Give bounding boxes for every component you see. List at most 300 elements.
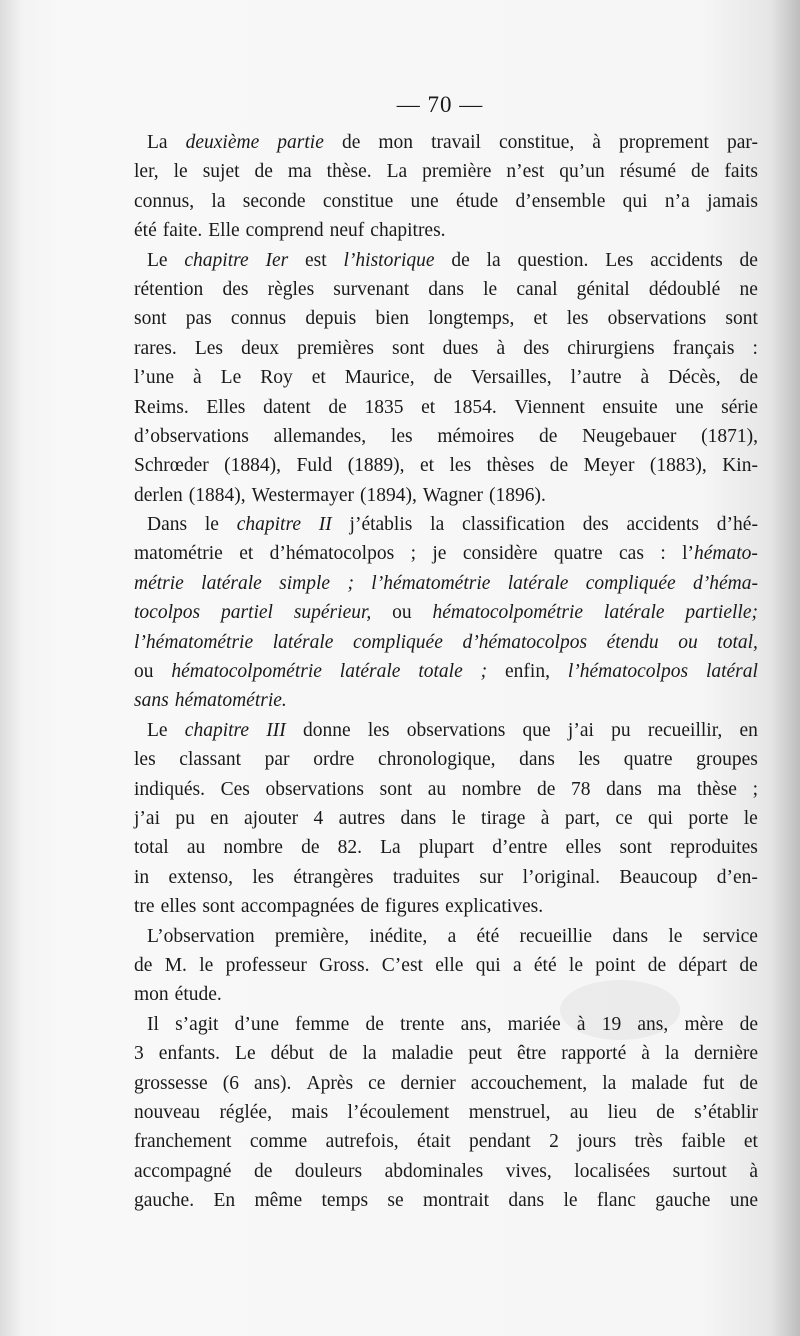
word: [231, 304, 286, 333]
word: [288, 157, 312, 186]
word-fragment: rapporté: [561, 1043, 627, 1065]
word-fragment: en: [210, 807, 229, 829]
word-fragment: pu: [611, 719, 631, 741]
word-fragment: traduites: [392, 866, 461, 888]
word-fragment: M.: [164, 954, 187, 976]
text-line: [134, 1186, 758, 1215]
text-line: [134, 275, 758, 304]
word: [301, 833, 319, 862]
word: [749, 1157, 758, 1186]
word: [134, 451, 209, 480]
word-fragment: ce: [368, 1072, 386, 1094]
word: [134, 216, 157, 245]
word: [161, 892, 197, 921]
word-fragment: l’historique: [343, 249, 435, 271]
word-fragment: tocolpos: [134, 602, 201, 624]
word-fragment: métrie: [134, 572, 184, 594]
word: [378, 745, 496, 774]
word: [477, 922, 500, 951]
word: [481, 657, 488, 686]
word-fragment: (1894),: [359, 484, 417, 506]
word-fragment: Les: [194, 337, 223, 359]
word-fragment: recueillie: [519, 925, 593, 947]
text-line: [134, 922, 758, 951]
word: [134, 539, 223, 568]
word-fragment: était: [417, 1131, 451, 1153]
word-fragment: Les: [605, 249, 634, 271]
word-fragment: en: [739, 719, 758, 741]
word: [703, 1069, 725, 1098]
word-fragment: étendu: [606, 631, 659, 653]
word-fragment: Meyer: [583, 455, 635, 477]
word-fragment: rétention: [134, 278, 204, 300]
word-fragment: 3: [134, 1043, 144, 1065]
word: [612, 922, 648, 951]
word-fragment: de: [536, 778, 556, 800]
word-fragment: connus: [230, 308, 287, 330]
word-fragment: sont: [392, 337, 425, 359]
word-fragment: trente: [400, 1013, 445, 1035]
word-fragment: de: [656, 1101, 675, 1123]
word-fragment: franchement: [134, 1131, 232, 1153]
word-fragment: le: [173, 161, 188, 183]
word: [342, 128, 360, 157]
text-line: [134, 187, 758, 216]
word: [678, 628, 698, 657]
word: [450, 451, 472, 480]
word: [516, 275, 557, 304]
word: [347, 569, 354, 598]
word-fragment: la: [362, 1043, 377, 1065]
word: [385, 1157, 484, 1186]
page-number: — 70 —: [396, 92, 484, 117]
word-fragment: la: [486, 249, 501, 271]
word-fragment: été: [476, 925, 500, 947]
word-fragment: le: [568, 954, 583, 976]
word: [338, 833, 362, 862]
word: [184, 246, 248, 275]
word-fragment: mais: [291, 1101, 329, 1123]
word: [523, 716, 551, 745]
word: [391, 422, 413, 451]
word-fragment: partielle;: [685, 602, 758, 624]
text-line: [134, 1069, 758, 1098]
word-fragment: les: [390, 425, 413, 447]
word: [517, 246, 588, 275]
word-fragment: la: [665, 1043, 680, 1065]
word-fragment: de: [538, 425, 558, 447]
word: [203, 157, 240, 186]
word-fragment: une: [675, 396, 704, 418]
word: [707, 187, 758, 216]
word-fragment: de: [739, 1072, 758, 1094]
word-fragment: longtemps,: [428, 308, 515, 330]
word-fragment: maladie: [391, 1043, 454, 1065]
word: [221, 363, 242, 392]
word: [665, 1039, 679, 1068]
word-fragment: Kin-: [722, 455, 758, 477]
word: [179, 745, 241, 774]
word-fragment: à: [540, 807, 550, 829]
word: [541, 804, 550, 833]
word-fragment: de: [254, 161, 273, 183]
word: [206, 393, 245, 422]
word-fragment: série: [721, 396, 758, 418]
word-fragment: dans: [508, 1190, 545, 1212]
word: [134, 892, 155, 921]
word-fragment: comprend: [245, 220, 324, 242]
word-fragment: thèses: [486, 455, 535, 477]
word-fragment: 1854.: [452, 396, 497, 418]
word: [364, 393, 403, 422]
word: [134, 422, 249, 451]
word-fragment: Elle: [208, 220, 240, 242]
word: [433, 598, 584, 627]
word: [577, 275, 630, 304]
word-fragment: qui: [475, 954, 501, 976]
word-fragment: indiqués.: [134, 778, 205, 800]
word-fragment: professeur: [225, 954, 307, 976]
word-fragment: mère: [684, 1013, 724, 1035]
word: [387, 157, 408, 186]
word-fragment: sur: [479, 866, 504, 888]
word: [175, 804, 195, 833]
word: [648, 951, 666, 980]
word: [237, 510, 301, 539]
word: [694, 1098, 758, 1127]
word: [221, 775, 250, 804]
text-line: [134, 775, 758, 804]
word-fragment: qui: [622, 190, 648, 212]
word: [462, 628, 587, 657]
word: [350, 510, 413, 539]
word: [147, 510, 187, 539]
word-fragment: ajouter: [243, 807, 299, 829]
word: [539, 422, 557, 451]
word: [637, 1010, 668, 1039]
word-fragment: Roy: [260, 367, 293, 389]
word-fragment: Fuld: [296, 455, 333, 477]
word: [740, 1010, 758, 1039]
word-fragment: (1884),: [224, 455, 282, 477]
word: [739, 275, 757, 304]
word-fragment: pendant: [468, 1131, 531, 1153]
word: [635, 1127, 663, 1156]
word-fragment: dans: [428, 278, 464, 300]
word-fragment: classant: [179, 749, 242, 771]
word: [665, 187, 690, 216]
word-fragment: de: [253, 1160, 273, 1182]
word-fragment: Neugebauer: [582, 425, 677, 447]
word: [537, 775, 555, 804]
word: [740, 246, 758, 275]
word-fragment: latérale: [507, 572, 569, 594]
word: [619, 833, 652, 862]
word-fragment: par: [264, 749, 290, 771]
word: [223, 833, 283, 862]
word: [701, 422, 758, 451]
word: [730, 1186, 758, 1215]
word-fragment: dédoublé: [648, 278, 721, 300]
word: [753, 334, 758, 363]
word-fragment: de: [647, 954, 667, 976]
word: [668, 922, 682, 951]
text-line: [134, 804, 758, 833]
word: [260, 363, 293, 392]
word-fragment: l’une: [134, 367, 175, 389]
word-fragment: quatre: [553, 543, 603, 565]
word-fragment: (1896).: [489, 484, 546, 506]
word-fragment: dues: [442, 337, 479, 359]
word-fragment: Elles: [206, 396, 246, 418]
word: [724, 157, 758, 186]
text-line: [134, 393, 758, 422]
word-fragment: (6: [222, 1072, 239, 1094]
body-text: [134, 128, 758, 1215]
word: [506, 157, 544, 186]
word-fragment: 82.: [337, 837, 362, 859]
word: [365, 1010, 383, 1039]
word: [368, 1069, 385, 1098]
word-fragment: chapitre: [184, 719, 250, 741]
word: [592, 128, 601, 157]
word-fragment: ler,: [134, 161, 159, 183]
word-fragment: le: [483, 278, 498, 300]
word-fragment: accidents: [626, 514, 700, 536]
word: [471, 1069, 587, 1098]
word: [492, 833, 547, 862]
word-fragment: et: [239, 543, 254, 565]
word-fragment: une: [729, 1190, 758, 1212]
word: [340, 657, 401, 686]
word: [697, 775, 737, 804]
word-fragment: compliquée: [585, 572, 676, 594]
word: [186, 304, 212, 333]
word-fragment: accompagnées: [240, 896, 355, 918]
word-fragment: gauche.: [134, 1190, 195, 1212]
word: [516, 187, 606, 216]
word: [623, 187, 648, 216]
word-fragment: peut: [468, 1043, 502, 1065]
word: [252, 863, 274, 892]
word-fragment: ans,: [637, 1013, 669, 1035]
word-fragment: l’hématométrie: [371, 572, 491, 594]
word-fragment: s’établir: [694, 1101, 758, 1123]
word: [361, 892, 379, 921]
word-fragment: j’établis: [349, 514, 413, 536]
word-fragment: s’agit: [175, 1013, 219, 1035]
word: [631, 1069, 687, 1098]
word: [476, 951, 501, 980]
word-fragment: latéral: [705, 661, 758, 683]
word-fragment: ;: [347, 572, 354, 594]
word-fragment: sont: [202, 896, 235, 918]
word-fragment: ne: [739, 278, 758, 300]
word-fragment: jamais: [707, 190, 758, 212]
word: [333, 275, 409, 304]
word: [451, 246, 469, 275]
word-fragment: qu’un: [559, 161, 605, 183]
word: [508, 569, 569, 598]
word-fragment: réglée,: [219, 1101, 272, 1123]
word: [375, 304, 409, 333]
word-fragment: dans: [606, 778, 642, 800]
word-fragment: de: [360, 896, 379, 918]
word: [266, 716, 285, 745]
word-fragment: Le: [235, 1043, 256, 1065]
word: [469, 1127, 531, 1156]
word: [244, 804, 298, 833]
word: [462, 510, 565, 539]
word-fragment: sont: [619, 837, 652, 859]
word: [696, 745, 758, 774]
word: [550, 451, 568, 480]
word-fragment: j’ai: [134, 807, 160, 829]
text-line: [134, 363, 758, 392]
word: [583, 510, 609, 539]
word: [717, 510, 758, 539]
word-fragment: (1883),: [649, 455, 707, 477]
word: [163, 216, 203, 245]
word-fragment: ou: [134, 661, 154, 683]
word-fragment: d’hématocolpos: [462, 631, 588, 653]
word: [211, 187, 225, 216]
word: [620, 157, 676, 186]
word: [411, 187, 439, 216]
word: [254, 1069, 291, 1098]
word: [688, 804, 728, 833]
word: [567, 334, 654, 363]
word-fragment: et: [420, 455, 435, 477]
word-fragment: point: [595, 954, 636, 976]
word-fragment: latérale: [339, 661, 401, 683]
text-line: [134, 628, 758, 657]
word-fragment: femme: [295, 1013, 350, 1035]
word-fragment: 2: [549, 1131, 559, 1153]
word: [554, 539, 603, 568]
word: [722, 451, 758, 480]
word-fragment: première: [422, 161, 492, 183]
text-line: [134, 863, 758, 892]
word-fragment: le: [451, 807, 466, 829]
word: [265, 745, 290, 774]
word: [187, 833, 205, 862]
word-fragment: de: [549, 455, 569, 477]
word: [175, 1010, 218, 1039]
word-fragment: inédite,: [369, 925, 428, 947]
word-fragment: vives,: [505, 1160, 552, 1182]
word-fragment: été: [533, 954, 557, 976]
word: [235, 1010, 279, 1039]
word-fragment: Le: [147, 249, 168, 271]
word-fragment: hématométrie.: [174, 690, 287, 712]
word: [185, 716, 249, 745]
word-fragment: III: [266, 719, 286, 741]
word: [305, 246, 327, 275]
word: [195, 334, 223, 363]
word-fragment: dernier: [400, 1072, 456, 1094]
word-fragment: ans,: [460, 1013, 492, 1035]
word-fragment: elle: [435, 954, 464, 976]
word-fragment: simple: [279, 572, 331, 594]
word: [443, 334, 479, 363]
word-fragment: compliquée: [352, 631, 443, 653]
word-fragment: service: [702, 925, 758, 947]
word-fragment: a: [447, 925, 457, 947]
word-fragment: localisées: [574, 1160, 651, 1182]
word: [481, 804, 525, 833]
word: [226, 951, 307, 980]
word: [239, 539, 253, 568]
word-fragment: supérieur,: [293, 602, 372, 624]
word-fragment: première,: [274, 925, 350, 947]
word: [175, 980, 222, 1009]
word: [134, 775, 205, 804]
word: [306, 1069, 353, 1098]
word-fragment: ce: [615, 807, 633, 829]
word-fragment: les: [252, 866, 275, 888]
word: [508, 1010, 561, 1039]
word-fragment: le: [204, 514, 219, 536]
word-fragment: ans).: [254, 1072, 292, 1094]
word: [499, 128, 574, 157]
word-fragment: observations: [265, 778, 365, 800]
word-fragment: autrefois,: [325, 1131, 399, 1153]
word-fragment: au: [427, 778, 447, 800]
word: [295, 1010, 349, 1039]
word-fragment: qui: [648, 807, 673, 829]
word: [385, 892, 439, 921]
text-line: [134, 833, 758, 862]
word: [437, 422, 514, 451]
word: [348, 451, 405, 480]
word: [469, 1098, 551, 1127]
word: [506, 1157, 552, 1186]
word: [648, 716, 722, 745]
word: [422, 157, 491, 186]
word-fragment: des: [582, 514, 609, 536]
word: [435, 951, 463, 980]
word: [147, 246, 168, 275]
word-fragment: hémato-: [694, 543, 758, 565]
word: [270, 539, 395, 568]
word-fragment: le: [563, 1190, 578, 1212]
word: [134, 1039, 144, 1068]
word-fragment: sujet: [202, 161, 240, 183]
word: [134, 187, 194, 216]
word-fragment: début: [270, 1043, 314, 1065]
text-line: [134, 334, 758, 363]
word-fragment: français: [672, 337, 735, 359]
word-fragment: les: [134, 749, 156, 771]
word: [268, 275, 315, 304]
word: [578, 745, 600, 774]
word: [739, 1069, 757, 1098]
word-fragment: sont: [379, 778, 413, 800]
word-fragment: Reims.: [134, 396, 189, 418]
word-fragment: par-: [726, 132, 758, 153]
word: [564, 1186, 578, 1215]
word-fragment: montrait: [422, 1190, 490, 1212]
word: [252, 481, 354, 510]
word: [189, 481, 246, 510]
word: [520, 922, 593, 951]
word-fragment: malade: [631, 1072, 688, 1094]
word: [368, 716, 390, 745]
word: [297, 334, 374, 363]
word: [678, 951, 727, 980]
word-fragment: se: [387, 1190, 404, 1212]
